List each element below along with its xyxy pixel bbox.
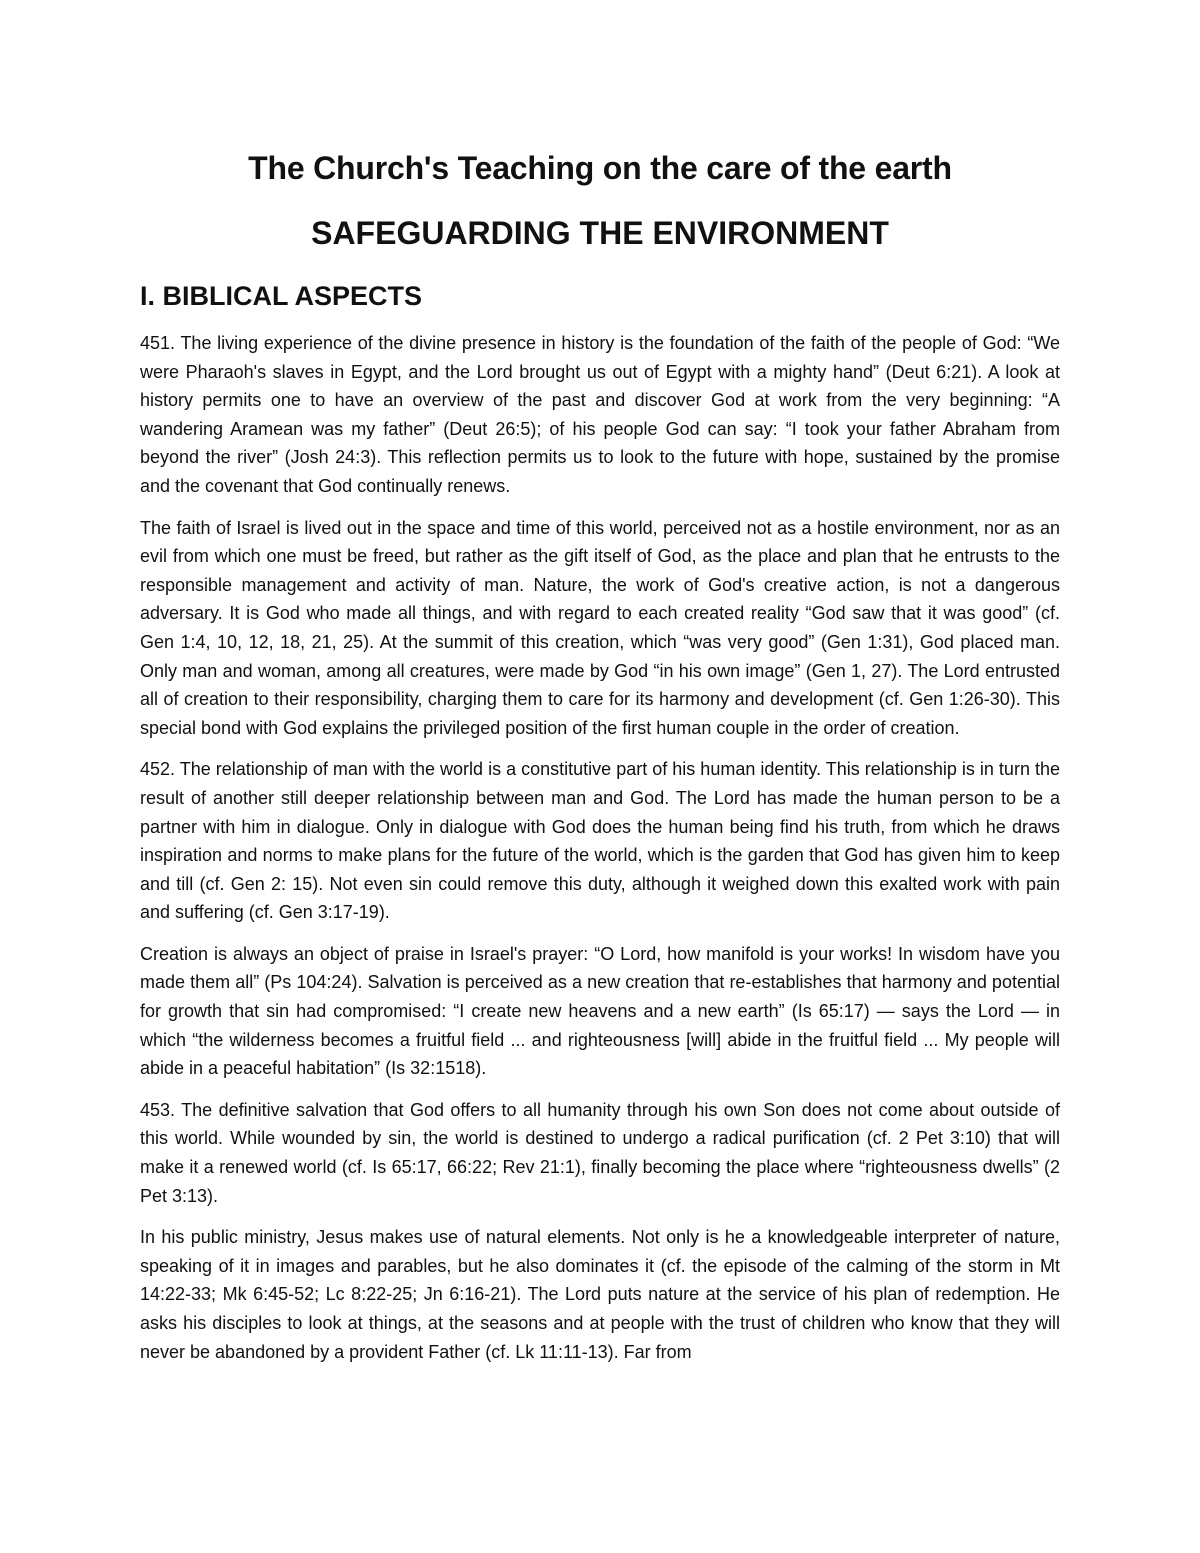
document-title: The Church's Teaching on the care of the earth <box>248 150 952 186</box>
paragraph-451 <box>140 329 1060 501</box>
paragraph-number: 451. <box>140 333 176 353</box>
section-heading: I. BIBLICAL ASPECTS <box>140 281 423 311</box>
paragraph-text: The faith of Israel is lived out in the space and time of this world, perceived not as a hostile environment, nor as an evil from which one must be freed, but rather as the gift itself of God, as the place and plan that he entrusts to the responsible management and activity of man. Nature, the work of God's creative action, is not a dangerous adversary. It is God who made all things, and with regard to each created reality “God saw that it was good” (cf. Gen 1:4, 10, 12, 18, 21, 25). At the summit of this creation, which “was very good” (Gen 1:31), God placed man. Only man and woman, among all creatures, were made by God “in his own image” (Gen 1, 27). The Lord entrusted all of creation to their responsibility, charging them to care for its harmony and development (cf. Gen 1:26-30). This special bond with God explains the privileged position of the first human couple in the order of creation. <box>140 517 1060 738</box>
paragraph-public-ministry <box>140 1223 1060 1366</box>
paragraph-text: In his public ministry, Jesus makes use of natural elements. Not only is he a knowledgeable interpreter of nature, speaking of it in images and parables, but he also dominates it (cf. the episode of the calming of the storm in Mt 14:22-33; Mk 6:45-52; Lc 8:22-25; Jn 6:16-21). The Lord puts nature at the service of his plan of redemption. He asks his disciples to look at things, at the seasons and at people with the trust of children who know that they will never be abandoned by a provident Father (cf. Lk 11:11-13). Far from <box>140 1227 1060 1362</box>
paragraph-452 <box>140 755 1060 927</box>
paragraph-number: 452. <box>140 759 176 780</box>
paragraph-text: The relationship of man with the world is a constitutive part of his human identity. This relationship is in turn the result of another still deeper relationship between man and God. The Lord has made the human person to be a partner with him in dialogue. Only in dialogue with God does the human being find his truth, from which he draws inspiration and norms to make plans for the future of the world, which is the garden that God has given him to keep and till (cf. Gen 2: 15). Not even sin could remove this duty, although it weighed down this exalted work with pain and suffering (cf. Gen 3:17-19). <box>140 759 1060 923</box>
paragraph-number: 453. <box>140 1099 176 1120</box>
paragraph-453 <box>140 1096 1060 1210</box>
document-body <box>140 148 1060 1366</box>
paragraph-text: The living experience of the divine presence in history is the foundation of the faith of the people of God: “We were Pharaoh's slaves in Egypt, and the Lord brought us out of Egypt with a mighty hand” (Deut 6:21). A look at history permits one to have an overview of the past and discover God at work from the very beginning: “A wandering Aramean was my father” (Deut 26:5); of his people God can say: “I took your father Abraham from beyond the river” (Josh 24:3). This reflection permits us to look to the future with hope, sustained by the promise and the covenant that God continually renews. <box>140 333 1060 496</box>
paragraph-creation-praise <box>140 940 1060 1083</box>
paragraph-faith-of-israel <box>140 514 1060 743</box>
paragraph-text: The definitive salvation that God offers to all humanity through his own Son does not come about outside of this world. While wounded by sin, the world is destined to undergo a radical purification (cf. 2 Pet 3:10) that will make it a renewed world (cf. Is 65:17, 66:22; Rev 21:1), finally becoming the place where “righteousness dwells” (2 Pet 3:13). <box>140 1099 1060 1206</box>
document-subtitle: SAFEGUARDING THE ENVIRONMENT <box>311 215 889 251</box>
paragraph-text: Creation is always an object of praise in Israel's prayer: “O Lord, how manifold is your works! In wisdom have you made them all” (Ps 104:24). Salvation is perceived as a new creation that re-establishes that harmony and potential for growth that sin had compromised: “I create new heavens and a new earth” (Is 65:17) — says the Lord — in which “the wilderness becomes a fruitful field ... and righteousness [will] abide in the fruitful field ... My people will abide in a peaceful habitation” (Is 32:1518). <box>140 943 1060 1079</box>
